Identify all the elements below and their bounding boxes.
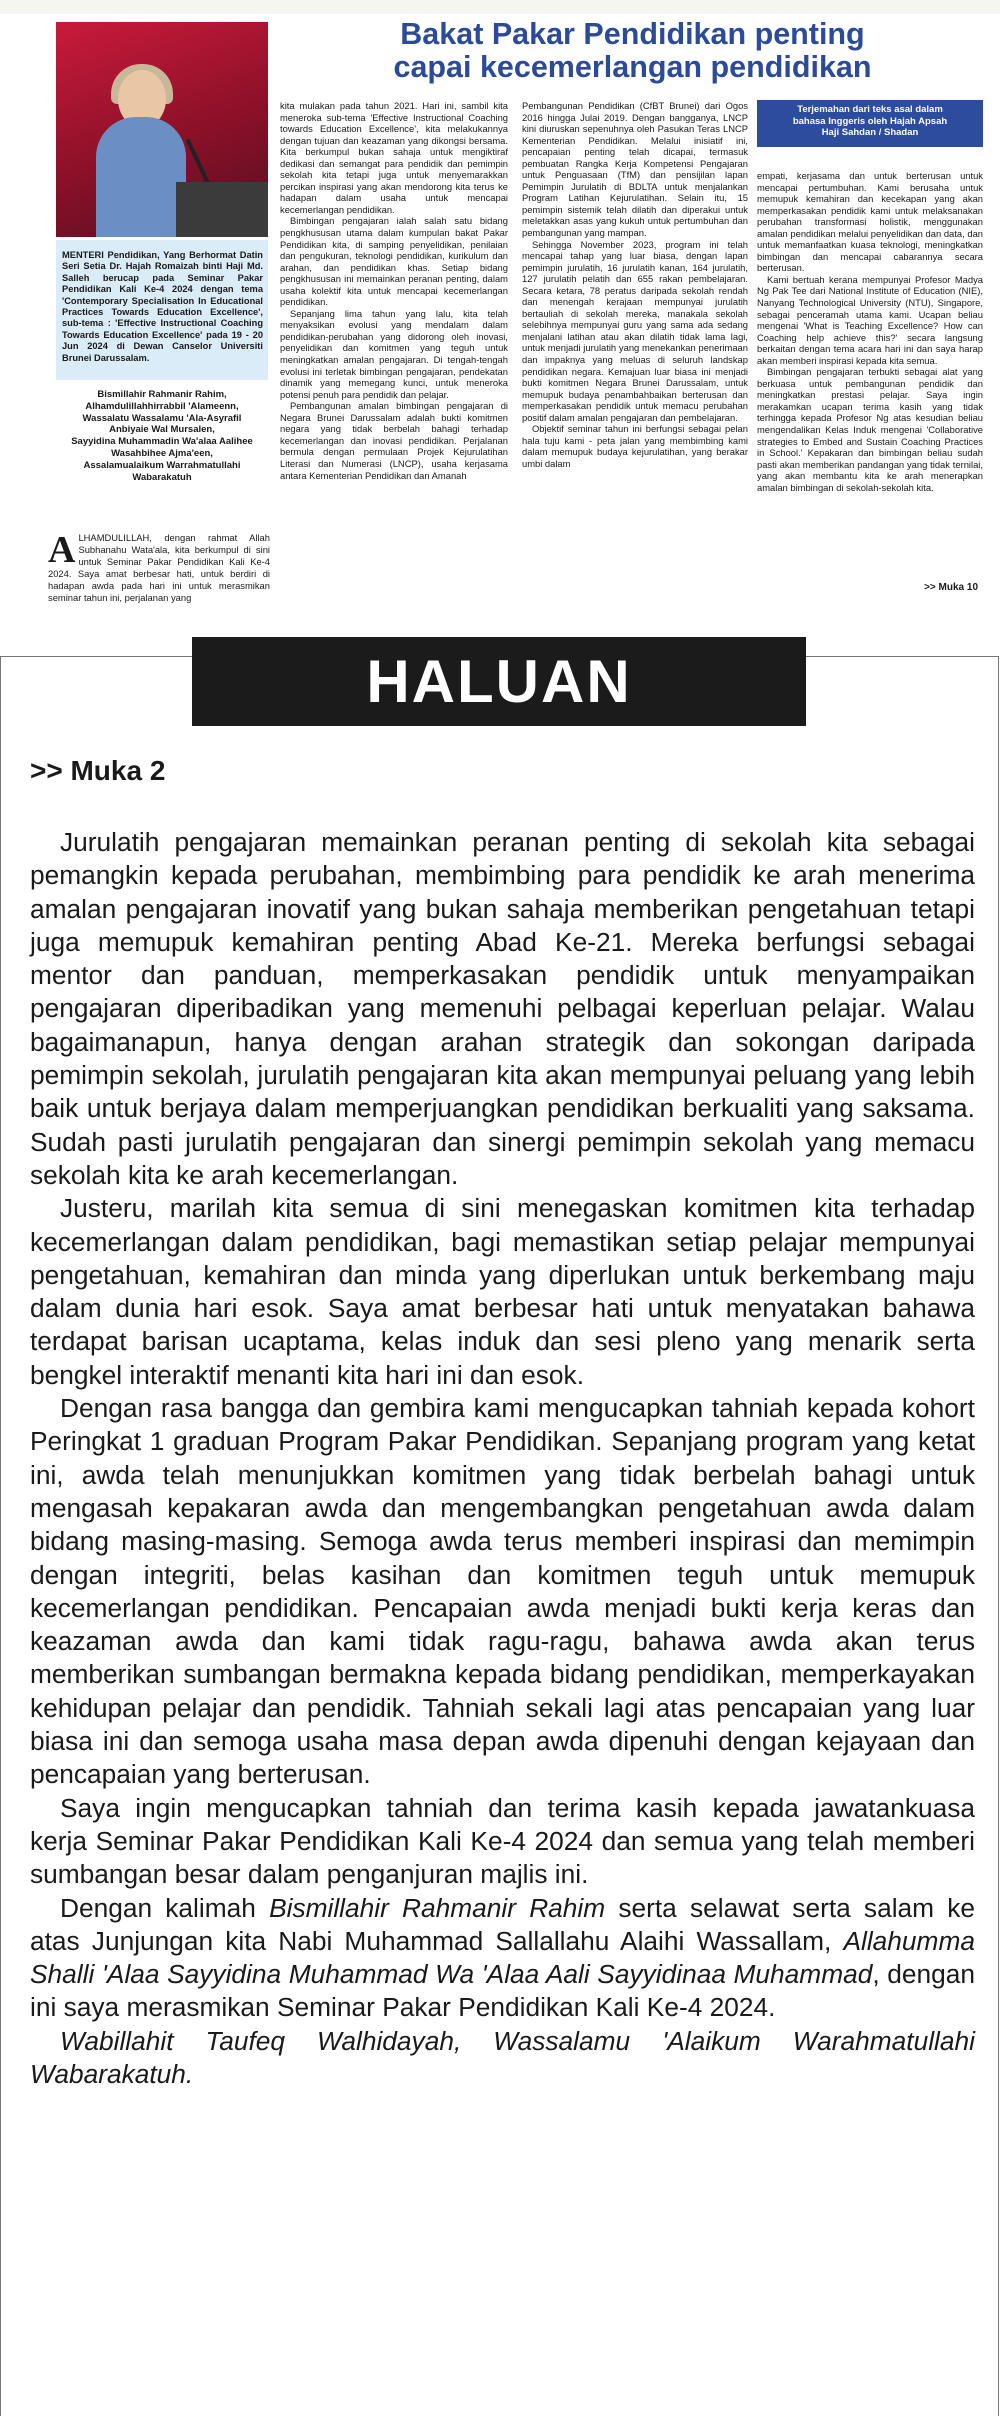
masthead-banner: HALUAN: [192, 637, 806, 726]
prayer-line: Anbiyaie Wal Mursalen,: [109, 424, 215, 436]
minister-photo: [56, 22, 268, 237]
paragraph: Dengan rasa bangga dan gembira kami mengucapkan tahniah kepada kohort Peringkat 1 graduan Program Pakar Pendidikan. Sepanjang program yang ketat ini, awda telah menunjukkan komitmen yang tidak berbelah bahagi untuk mengasah kepakaran awda dan mengembangkan pengetahuan awda dalam bidang masing-masing. Semoga awda terus memberi inspirasi dan memimpin dengan integriti, belas kasihan dan komitmen teguh untuk memupuk kecemerlangan pendidikan. Pencapaian awda menjadi bukti kerja keras dan keazaman awda dan kami tidak ragu-ragu, bahawa awda akan terus memberikan sumbangan bermakna kepada bidang pendidikan, memperkayakan kehidupan pelajar dan pendidik. Tahniah sekali lagi atas pencapaian yang luar biasa ini dan semoga usaha masa depan awda dipenuhi dengan kejayaan dan pencapaian yang berterusan.: [30, 1393, 975, 1790]
article-column-3: [522, 100, 748, 470]
text-run: serta selawat serta salam ke atas Junjungan kita Nabi Muhammad Sallallahu Alaihi Wassallam,: [30, 1892, 975, 1956]
photo-caption: MENTERI Pendidikan, Yang Berhormat Datin Seri Setia Dr. Hajah Romaizah binti Haji Md. Salleh berucap pada Seminar Pakar Pendidikan Kali Ke-4 2024 dengan tema 'Contemporary Specialisation In Educational Practices Towards Education Excellence', sub-tema : 'Effective Instructional Coaching Towards Education Excellence' pada 19 - 20 Jun 2024 di Dewan Canselor Universiti Brunei Darussalam.: [56, 240, 268, 380]
closing-paragraph: [30, 1892, 975, 2025]
continuation-body: [30, 826, 975, 2091]
photo-figure-body: [96, 117, 186, 237]
headline-line-1: Bakat Pakar Pendidikan penting: [400, 17, 865, 51]
paragraph: Saya ingin mengucapkan tahniah dan terima kasih kepada jawatankuasa kerja Seminar Pakar Pendidikan Kali Ke-4 2024 dan semua yang telah memberi sumbangan besar dalam penganjuran majlis ini.: [30, 1792, 975, 1890]
italic-phrase: Wabillahit Taufeq Walhidayah, Wassalamu 'Alaikum Warahmatullahi Wabarakatuh.: [30, 2025, 975, 2089]
translation-line: Haji Sahdan / Shadan: [821, 127, 919, 139]
paragraph: Bimbingan pengajaran terbukti sebagai alat yang berkuasa untuk pembangunan pendidik dan meningkatkan prestasi pelajar. Saya ingin merakamkan ucapan terima kasih yang tidak terhingga kepada Profesor Ng atas kesudian beliau mengendalikan Kelas Induk mengenai 'Collaborative strategies to Embed and Sustain Coaching Practices in School.' Kepakaran dan bimbingan beliau sudah pasti akan memberikan pandangan yang tidak ternilai, yang akan membantu kita ke arah menerapkan amalan bimbingan di sekolah-sekolah kita.: [757, 366, 983, 493]
italic-phrase: Bismillahir Rahmanir Rahim: [269, 1892, 606, 1923]
paragraph: Sepanjang lima tahun yang lalu, kita telah menyaksikan evolusi yang mendalam dalam pendidikan-perubahan yang didorong oleh inovasi, penyelidikan dan komitmen yang teguh untuk meningkatkan amalan pengajaran. Di tengah-tengah evolusi ini terletak bimbingan pengajaran, pendekatan dinamik yang memegang kunci, untuk meneroka potensi penuh para pendidik dan pelajar.: [280, 307, 508, 400]
top-margin-band: [0, 0, 1000, 14]
closing-salutation: [30, 2025, 975, 2092]
photo-lectern: [176, 182, 268, 237]
article-headline: [280, 18, 985, 84]
italic-phrase: Allahumma Shalli 'Alaa Sayyidina Muhammad Wa 'Alaa Aali Sayyidinaa Muhammad: [30, 1925, 975, 1990]
article-intro: [48, 529, 270, 603]
prayer-line: Assalamualaikum Warrahmatullahi: [83, 459, 241, 471]
paragraph: Pembangunan amalan bimbingan pengajaran di Negara Brunei Darussalam adalah bukti komitmen negara yang tidak berbelah bahagi terhadap kecemerlangan dan inovasi pendidikan. Perjalanan bermula dengan permulaan Projek Kejurulatihan Literasi dan Numerasi (LNCP), usaha kerjasama antara Kementerian Pendidikan dan Amanah: [280, 400, 508, 481]
paragraph: Objektif seminar tahun ini berfungsi sebagai pelan hala tuju kami - peta jalan yang membimbing kami dalam memupuk budaya kejurulatihan, yang berakar umbi dalam: [522, 423, 748, 469]
paragraph: Pembangunan Pendidikan (CfBT Brunei) dari Ogos 2016 hingga Julai 2019. Dengan bangganya, LNCP kini diuruskan sepenuhnya oleh Pasukan Teras LNCP Kementerian Pendidikan. Melalui inisiatif ini, pencapaian penting telah dicapai, termasuk pembuatan Rangka Kerja Kompetensi Pengajaran untuk Penguasaan (TfM) dan pensijilan lapan Pemimpin Jurulatih di BDLTA untuk menjalankan Program Latihan Kejurulatihan. Selain itu, 15 pemimpin sistemik telah dilatih dan diperakui untuk meletakkan asas yang kukuh untuk pertumbuhan dan pembangunan yang mampan.: [522, 100, 748, 239]
paragraph: Bimbingan pengajaran ialah salah satu bidang pengkhususan utama dalam kumpulan bakat Pakar Pendidikan kita, di samping penyelidikan, penilaian dan pengukuran, teknologi pendidikan, kurikulum dan arahan, dan pendidikan khas. Setiap bidang pengkhususan ini memainkan peranan penting, dalam usaha kolektif kita untuk mencapai kecemerlangan pendidikan.: [280, 215, 508, 308]
prayer-line: Wasahbihee Ajma'een,: [111, 447, 213, 459]
prayer-line: Alhamdulillahhirrabbil 'Alameenn,: [85, 400, 239, 412]
paragraph: Sehingga November 2023, program ini telah mencapai tahap yang luar biasa, dengan lapan pemimpin jurulatih, 16 jurulatih kanan, 164 jurulatih, 127 jurulatih pelatih dan 655 rakan pembelajaran. Secara ketara, 78 peratus daripada sekolah rendah dan menengah kerajaan mempunyai jurulatih bertauliah di sekolah mereka, manakala sekolah selebihnya mempunyai guru yang sama ada sedang menjalani latihan atau akan dilatih tidak lama lagi, untuk menjadi jurulatih yang menekankan penerimaan dan impaknya yang meluas di seluruh landskap pendidikan negara. Kemajuan luar biasa ini menjadi bukti komitmen Negara Brunei Darussalam, untuk memupuk budaya penambahbaikan berterusan dan memperkasakan pendidik untuk memacu perubahan positif dalam amalan pengajaran dan pembelajaran.: [522, 238, 748, 423]
paragraph: Kami bertuah kerana mempunyai Profesor Madya Ng Pak Tee dari National Institute of Education (NIE), Nanyang Technological University (NTU), Singapore, sebagai penceramah utama kami. Ucapan beliau mengenai 'What is Teaching Excellence? How can Coaching help achieve this?' secara langsung berkaitan dengan tema acara hari ini dan saya harap akan memberi inspirasi kepada kita semua.: [757, 273, 983, 366]
translation-line: Terjemahan dari teks asal dalam: [797, 104, 943, 115]
text-run: Dengan kalimah: [60, 1892, 270, 1923]
prayer-line: Sayyidina Muhammadin Wa'alaa Aalihee: [71, 436, 253, 448]
prayer-line: Bismillahir Rahmanir Rahim,: [97, 389, 227, 400]
intro-text: LHAMDULILLAH, dengan rahmat Allah Subhanahu Wata'ala, kita berkumpul di sini untuk Seminar Pakar Pendidikan Kali Ke-4 2024. Saya amat berbesar hati, untuk berdiri di hadapan awda pada hari ini untuk merasmikan seminar tahun ini, perjalanan yang: [48, 532, 270, 603]
photo-microphone: [186, 138, 211, 185]
paragraph: kita mulakan pada tahun 2021. Hari ini, sambil kita meneroka sub-tema 'Effective Instructional Coaching towards Education Excellence', kita melakukannya dengan tujuan dan keazaman yang dikongsi bersama. Kita berkumpul bukan sahaja untuk mengiktiraf dedikasi dan semangat para pendidik dan pemimpin sekolah kita tetapi juga untuk menyemarakkan percikan inspirasi yang akan mendorong kita terus ke hadapan dalam usaha untuk mencapai kecemerlangan pendidikan.: [280, 100, 508, 215]
text-run: , dengan ini saya merasmikan Seminar Pakar Pendidikan Kali Ke-4 2024.: [30, 1959, 975, 2023]
article-column-4: [757, 170, 983, 493]
translation-line: bahasa Inggeris oleh Hajah Apsah: [792, 115, 948, 127]
drop-cap: A: [48, 529, 76, 571]
paragraph: Jurulatih pengajaran memainkan peranan penting di sekolah kita sebagai pemangkin kepada perubahan, membimbing para pendidik ke arah menerima amalan pengajaran inovatif yang bukan sahaja memberikan pengetahuan tetapi juga memupuk kemahiran penting Abad Ke-21. Mereka berfungsi sebagai mentor dan panduan, memperkasakan pendidik untuk menyampaikan pengajaran diperibadikan yang memenuhi pelbagai keperluan pelajar. Walau bagaimanapun, hanya dengan arahan strategik dan sokongan daripada pemimpin sekolah, jurulatih pengajaran kita akan mempunyai peluang yang lebih baik untuk berjaya dalam memperjuangkan pendidikan berkualiti yang saksama. Sudah pasti jurulatih pengajaran dan sinergi pemimpin sekolah yang memacu sekolah kita ke arah kecemerlangan.: [30, 827, 975, 1190]
opening-prayer: [56, 389, 268, 483]
continued-on-label: >> Muka 10: [924, 582, 978, 593]
prayer-line: Wabarakatuh: [132, 471, 192, 483]
paragraph: empati, kerjasama dan untuk berterusan untuk mencapai pertumbuhan. Kami berusaha untuk memupuk kemahiran dan kecekapan yang akan memperkasakan pendidik kami untuk melaksanakan perubahan transformasi holistik, menggunakan amalan pendidikan melalui penyelidikan dan data, dan untuk memanfaatkan kuasa teknologi, meningkatkan bimbingan dan mencapai cabarannya secara berterusan.: [757, 170, 983, 274]
paragraph: Justeru, marilah kita semua di sini menegaskan komitmen kita terhadap kecemerlangan dalam pendidikan, bagi memastikan setiap pelajar mempunyai pengetahuan, kemahiran dan minda yang diperlukan untuk berkembang maju dalam dunia hari esok. Saya amat berbesar hati untuk menyatakan bahawa terdapat barisan ucaptama, kelas induk dan sesi pleno yang menarik serta bengkel interaktif menanti kita hari ini dan esok.: [30, 1193, 975, 1390]
continued-from-label: >> Muka 2: [30, 755, 166, 786]
translation-credit-box: [757, 100, 983, 147]
article-column-2: [280, 100, 508, 481]
headline-line-2: capai kecemerlangan pendidikan: [393, 50, 872, 84]
prayer-line: Wassalatu Wassalamu 'Ala-Asyrafil: [82, 412, 242, 424]
